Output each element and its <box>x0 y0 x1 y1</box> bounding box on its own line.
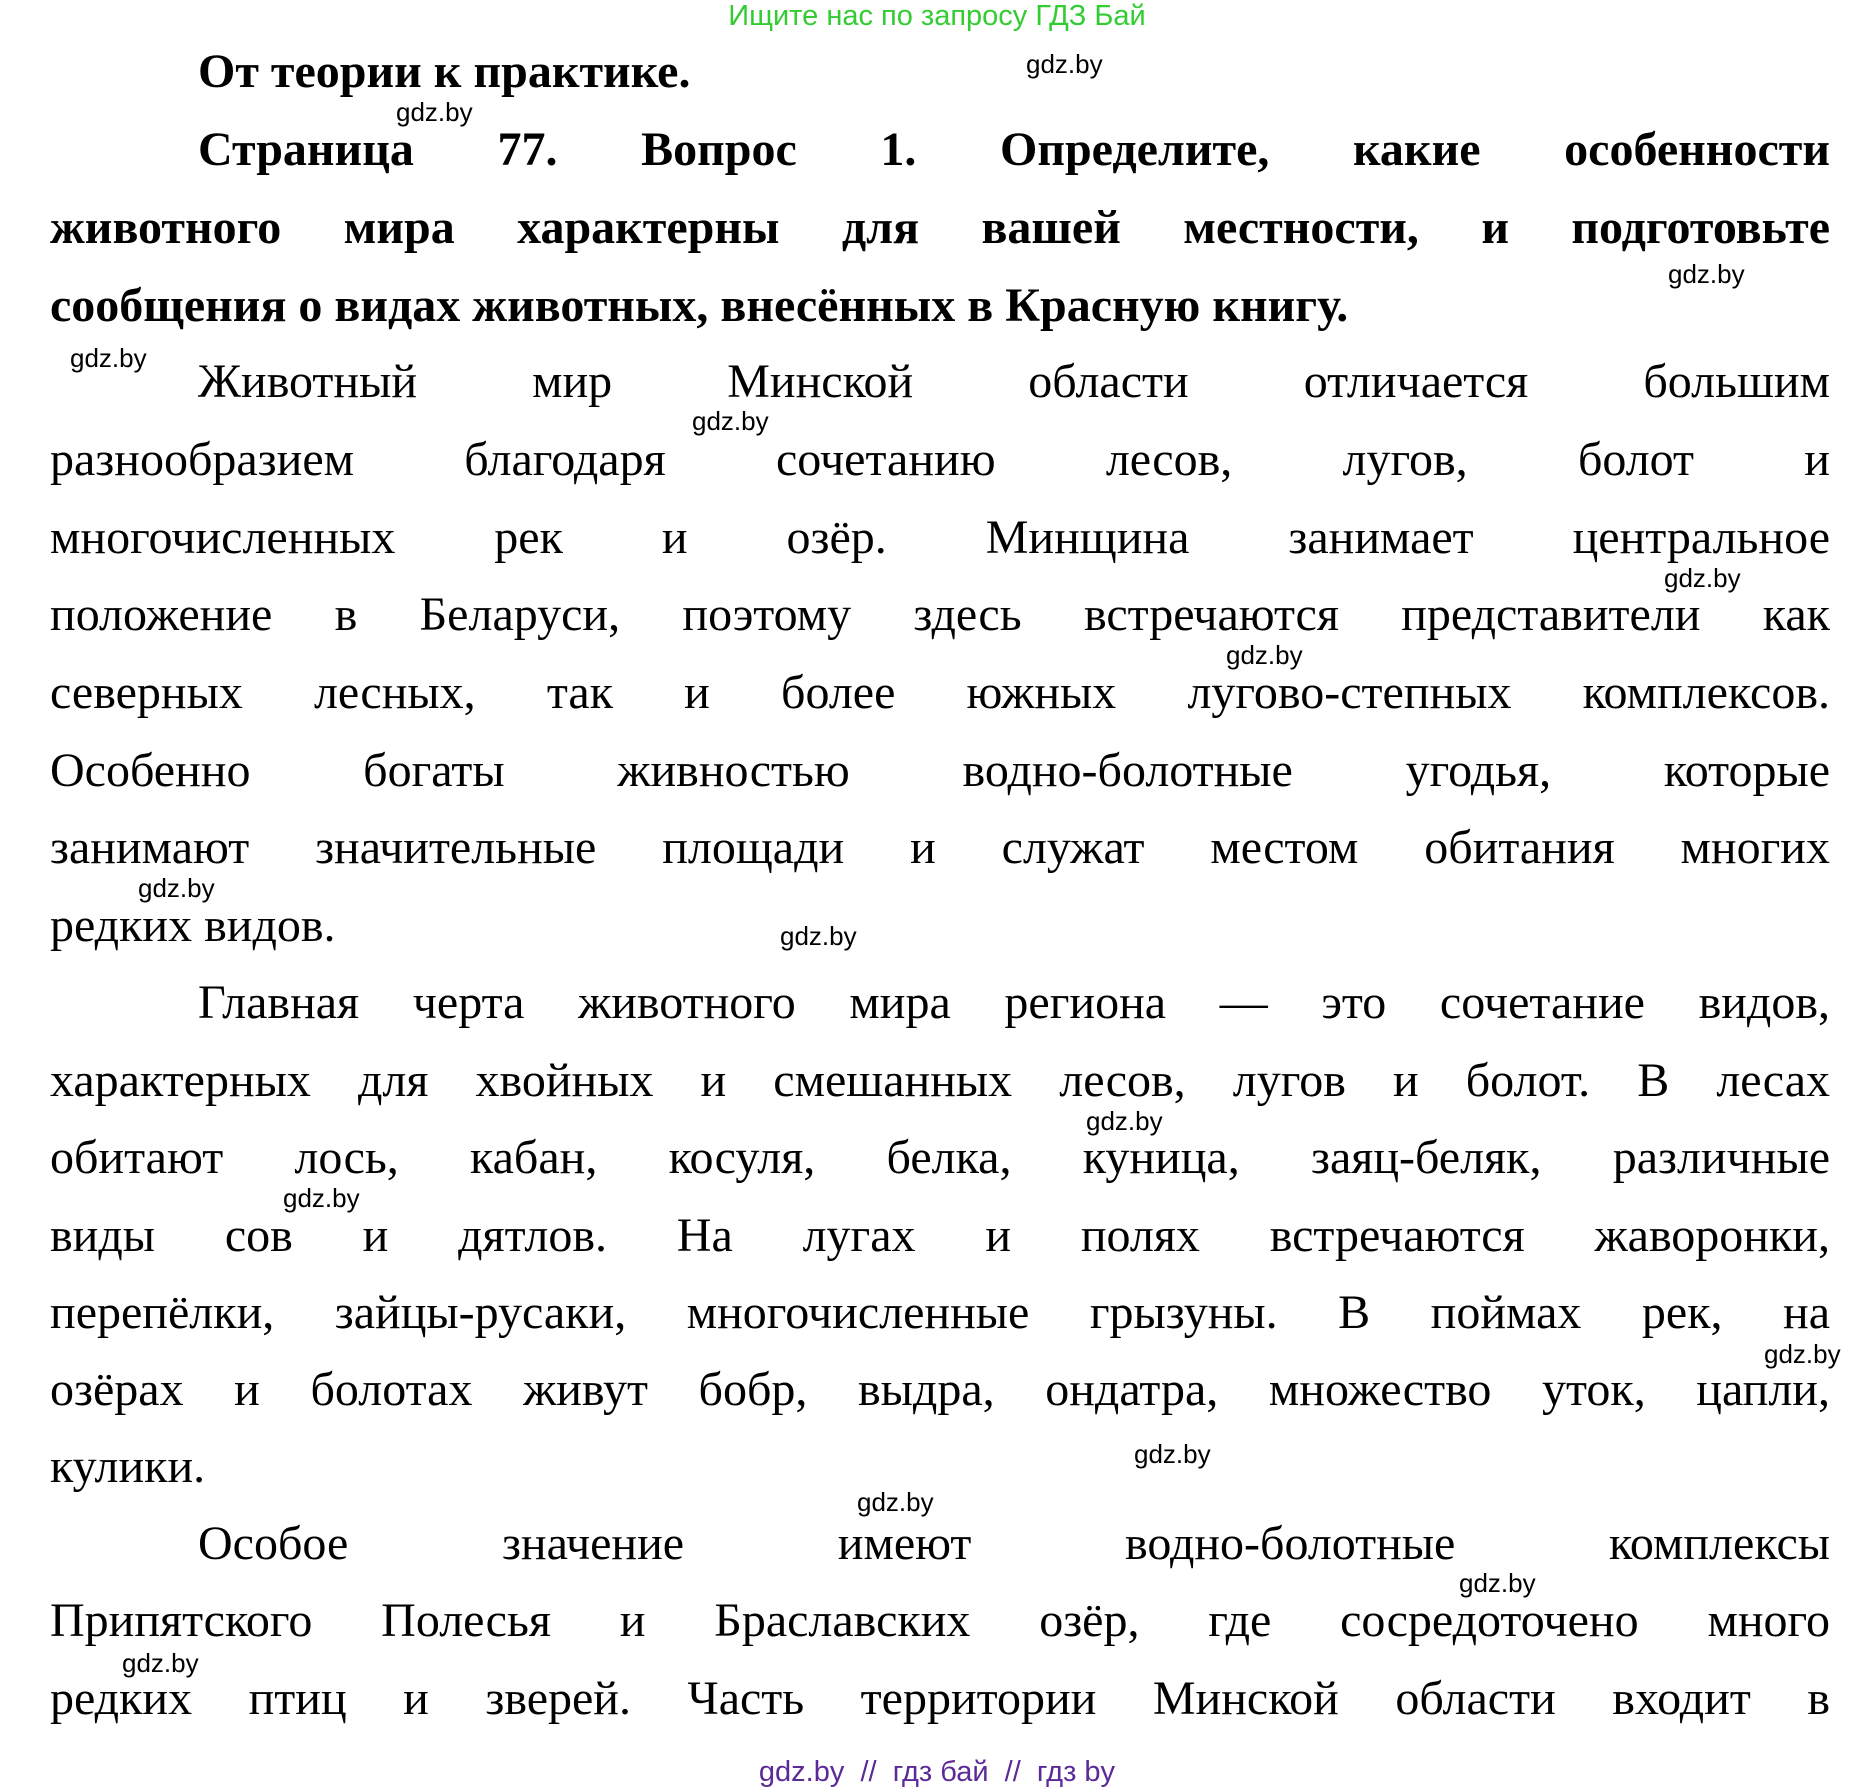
text-line: занимают значительные площади и служат местом обитания многих <box>50 821 1830 874</box>
watermark: gdz.by <box>1764 1339 1841 1369</box>
watermark: gdz.by <box>1086 1106 1163 1136</box>
section-title: От теории к практике. <box>198 45 691 98</box>
watermark: gdz.by <box>1226 640 1303 670</box>
watermark: gdz.by <box>283 1183 360 1213</box>
text-line: Животный мир Минской области отличается большим <box>198 355 1830 408</box>
watermark: gdz.by <box>1459 1568 1536 1598</box>
watermark: gdz.by <box>1026 49 1103 79</box>
text-line: характерных для хвойных и смешанных лесов, лугов и болот. В лесах <box>50 1054 1830 1107</box>
text-line: виды сов и дятлов. На лугах и полях встречаются жаворонки, <box>50 1209 1830 1262</box>
question-line: сообщения о видах животных, внесённых в Красную книгу. <box>50 279 1349 332</box>
text-line: многочисленных рек и озёр. Минщина занимает центральное <box>50 511 1830 564</box>
text-line: озёрах и болотах живут бобр, выдра, ондатра, множество уток, цапли, <box>50 1363 1830 1416</box>
text-line: Припятского Полесья и Браславских озёр, где сосредоточено много <box>50 1594 1830 1647</box>
watermark: gdz.by <box>70 343 147 373</box>
watermark: gdz.by <box>396 97 473 127</box>
header-banner: Ищите нас по запросу ГДЗ Бай <box>728 0 1146 32</box>
watermark: gdz.by <box>780 921 857 951</box>
question-line: Страница 77. Вопрос 1. Определите, какие особенности <box>198 123 1830 176</box>
watermark: gdz.by <box>1664 563 1741 593</box>
text-line: разнообразием благодаря сочетанию лесов, лугов, болот и <box>50 433 1830 486</box>
text-line: редких птиц и зверей. Часть территории Минской области входит в <box>50 1672 1830 1725</box>
watermark: gdz.by <box>692 406 769 436</box>
text-line: Особое значение имеют водно-болотные комплексы <box>198 1517 1830 1570</box>
watermark: gdz.by <box>857 1487 934 1517</box>
question-line: животного мира характерны для вашей местности, и подготовьте <box>50 201 1830 254</box>
text-line: перепёлки, зайцы-русаки, многочисленные грызуны. В поймах рек, на <box>50 1286 1830 1339</box>
text-line: положение в Беларуси, поэтому здесь встречаются представители как <box>50 588 1830 641</box>
text-line: кулики. <box>50 1440 206 1493</box>
footer-banner: gdz.by // гдз бай // гдз by <box>758 1756 1116 1788</box>
watermark: gdz.by <box>1134 1439 1211 1469</box>
text-line: северных лесных, так и более южных лугово-степных комплексов. <box>50 666 1830 719</box>
text-line: обитают лось, кабан, косуля, белка, куница, заяц-беляк, различные <box>50 1131 1830 1184</box>
text-line: редких видов. <box>50 899 336 952</box>
text-line: Главная черта животного мира региона — это сочетание видов, <box>198 976 1830 1029</box>
watermark: gdz.by <box>1668 259 1745 289</box>
watermark: gdz.by <box>122 1648 199 1678</box>
watermark: gdz.by <box>138 873 215 903</box>
text-line: Особенно богаты живностью водно-болотные угодья, которые <box>50 744 1830 797</box>
